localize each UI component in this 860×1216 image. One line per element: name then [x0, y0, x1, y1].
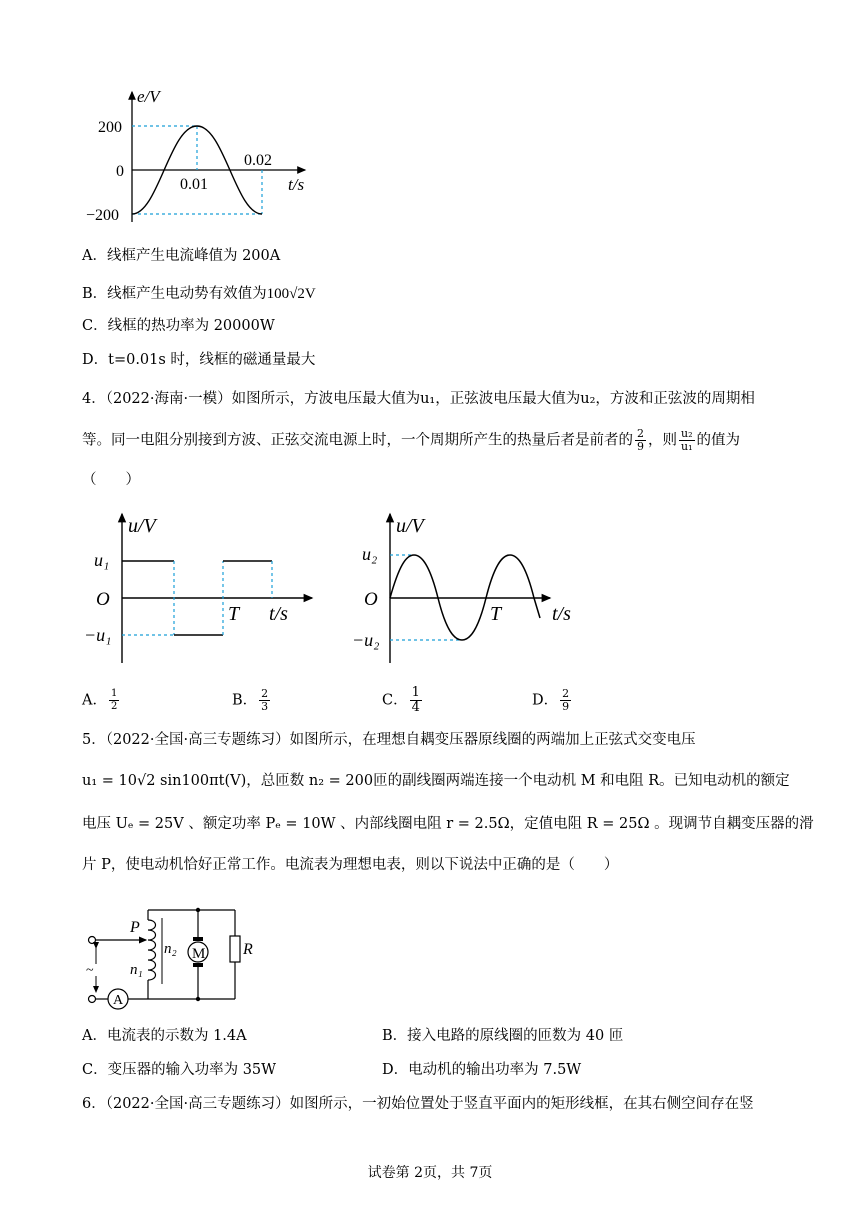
- bottom-label: −u₂: [352, 630, 380, 650]
- q5-option-d: D．电动机的输出功率为 7.5W: [382, 1062, 582, 1078]
- motor-label: M: [192, 946, 206, 962]
- option-letter: D．: [532, 692, 559, 709]
- ac-source-symbol: ~: [86, 963, 94, 978]
- ammeter-label: A: [113, 993, 124, 1008]
- x-axis-label: t/s: [269, 603, 288, 625]
- origin-label: O: [364, 589, 378, 610]
- option-letter: B．: [232, 692, 258, 709]
- y-axis-label: e/V: [137, 87, 160, 106]
- x-axis-label: t/s: [288, 175, 305, 194]
- q5-circuit-diagram: [80, 888, 270, 1020]
- q3-option-a: A．线框产生电流峰值为 200A: [82, 248, 281, 264]
- top-label: u₁: [94, 550, 110, 570]
- q4-line2-text-c: 的值为: [696, 432, 740, 449]
- q5-option-a: A．电流表的示数为 1.4A: [82, 1028, 247, 1044]
- x-tick-002: 0.02: [244, 152, 272, 169]
- frac-num: 2: [261, 687, 269, 700]
- q3-option-b-text: B．线框产生电动势有效值为: [82, 286, 267, 302]
- q4-line2-text-a: 等。同一电阻分别接到方波、正弦交流电源上时，一个周期所产生的热量后者是前者的: [82, 432, 633, 449]
- q5-option-b: B．接入电路的原线圈的匝数为 40 匝: [382, 1028, 624, 1044]
- y-tick-neg200: −200: [86, 207, 120, 224]
- q4-fraction-u2-u1: [679, 428, 695, 453]
- q4-option-c: [382, 686, 424, 715]
- period-label: T: [490, 603, 502, 625]
- q5-line1: 5．（2022·全国·高三专题练习）如图所示，在理想自耦变压器原线圈的两端加上正弦式交变电压: [82, 732, 696, 748]
- q4-option-b: [232, 688, 272, 713]
- q3-option-b: [82, 284, 316, 304]
- q3-emf-graph: [80, 82, 320, 232]
- frac-num: 1: [411, 685, 420, 700]
- frac-den: u₁: [681, 440, 693, 453]
- q4-option-d: [532, 688, 573, 713]
- q3-option-d: D．t=0.01s 时，线框的磁通量最大: [82, 352, 316, 368]
- page-footer: 试卷第 2页，共 7页: [367, 1165, 493, 1181]
- transformer-coil: [148, 920, 156, 980]
- x-axis-label: t/s: [552, 603, 571, 625]
- n2-label: n₂: [164, 941, 177, 957]
- q5-option-c: C．变压器的输入功率为 35W: [82, 1062, 277, 1078]
- resistor-label: R: [243, 941, 253, 958]
- top-label: u₂: [362, 544, 378, 564]
- q5-line2: u₁ = 10√2 sin100πt(V)，总匝数 n₂ = 200匝的副线圈两端连接一个电动机 M 和电阻 R。已知电动机的额定: [82, 773, 790, 789]
- q4-answer-blank: （ ）: [82, 472, 140, 488]
- y-axis-label: u/V: [396, 515, 424, 537]
- q4-sine-wave-graph: [350, 508, 590, 670]
- option-letter: C．: [382, 692, 408, 709]
- origin-label: O: [96, 589, 110, 610]
- frac-num: 2: [637, 427, 644, 440]
- frac-den: 2: [110, 701, 118, 712]
- option-letter: A．: [82, 692, 107, 709]
- option-fraction: [410, 686, 422, 715]
- q6-line1: 6．（2022·全国·高三专题练习）如图所示，一初始位置处于竖直平面内的矩形线框，在其右侧空间存在竖: [82, 1096, 754, 1112]
- q3-option-c: C．线框的热功率为 20000W: [82, 318, 275, 334]
- frac-num: 1: [110, 688, 118, 699]
- q4-square-wave-graph: [80, 508, 320, 670]
- q4-fraction-2-9: [635, 428, 646, 453]
- y-axis-label: u/V: [128, 515, 156, 537]
- frac-num: u₂: [681, 427, 693, 440]
- y-tick-200: 200: [98, 119, 122, 136]
- frac-den: 4: [411, 700, 420, 715]
- q5-line4: 片 P，使电动机恰好正常工作。电流表为理想电表，则以下说法中正确的是（ ）: [82, 857, 619, 873]
- frac-den: 9: [637, 440, 644, 453]
- bottom-label: −u₁: [84, 625, 112, 645]
- option-fraction: [109, 688, 119, 713]
- frac-num: 2: [562, 687, 570, 700]
- frac-den: 3: [261, 700, 269, 713]
- q5-line3: 电压 Uₑ = 25V 、额定功率 Pₑ = 10W 、内部线圈电阻 r = 2.5Ω，定值电阻 R = 25Ω 。现调节自耦变压器的滑: [82, 816, 814, 832]
- y-tick-0: 0: [116, 163, 124, 180]
- q4-line2-text-b: ，则: [648, 432, 677, 449]
- resistor: [230, 936, 240, 962]
- frac-den: 9: [562, 700, 570, 713]
- q4-line2: [82, 428, 740, 453]
- q4-line1: 4．（2022·海南·一模）如图所示，方波电压最大值为u₁，正弦波电压最大值为u₂，方波和正弦波的周期相: [82, 391, 755, 407]
- q4-option-a: [82, 688, 121, 713]
- x-tick-001: 0.01: [180, 176, 208, 193]
- period-label: T: [228, 603, 240, 625]
- option-fraction: [259, 688, 270, 713]
- slider-label: P: [130, 919, 140, 936]
- option-fraction: [560, 688, 571, 713]
- q3-option-b-math: 100√2V: [266, 286, 316, 302]
- n1-label: n₁: [130, 962, 143, 978]
